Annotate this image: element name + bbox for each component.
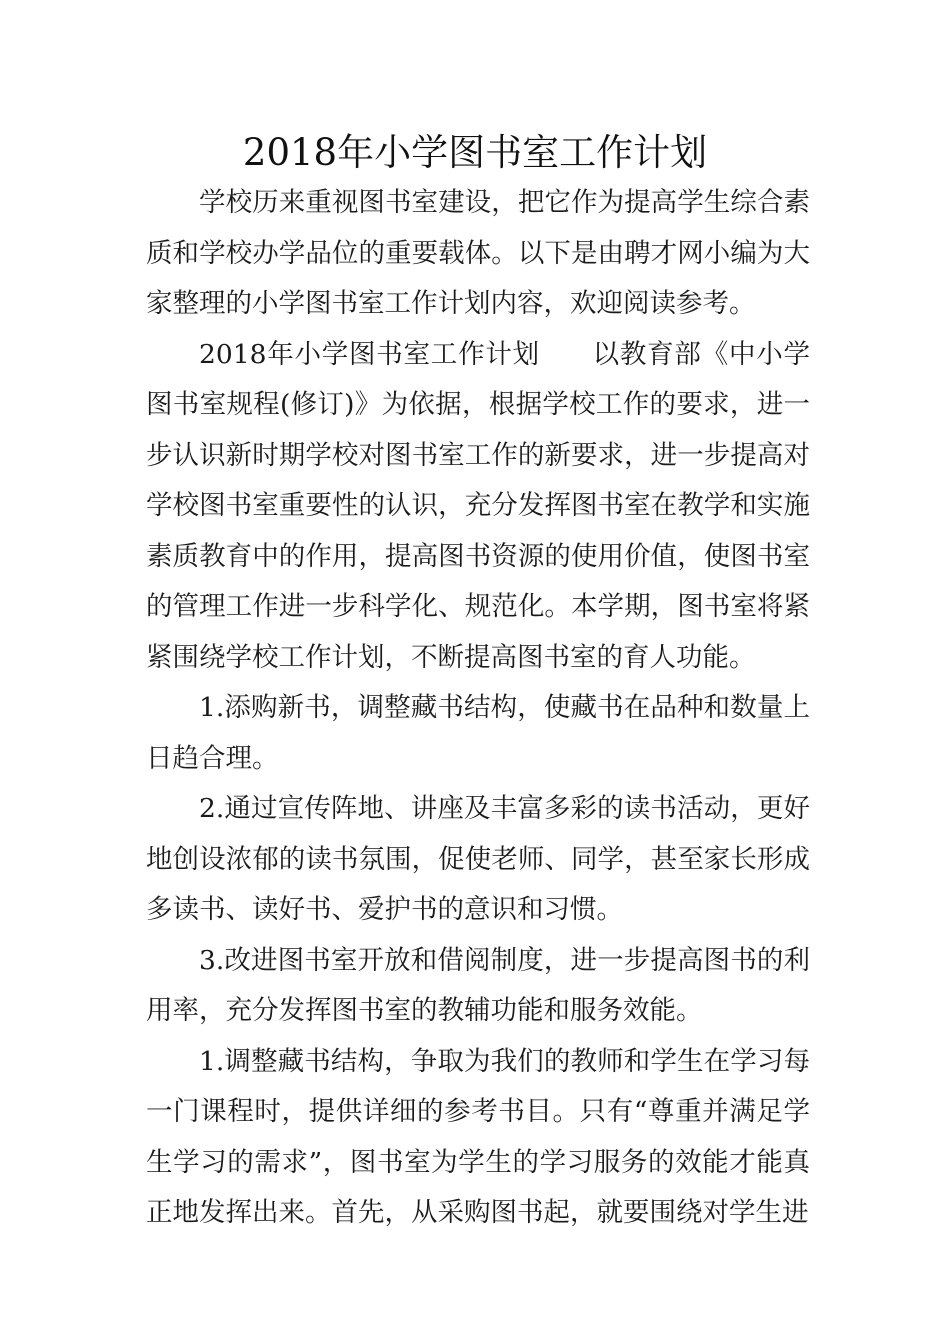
paragraph-goal-3: 3.改进图书室开放和借阅制度，进一步提高图书的利用率，充分发挥图书室的教辅功能和服务效能。: [146, 944, 810, 1026]
document-body: [146, 178, 810, 1239]
paragraph-goal-1: 1.添购新书，调整藏书结构，使藏书在品种和数量上日趋合理。: [146, 692, 810, 774]
paragraph-measure-1: 1.调整藏书结构，争取为我们的教师和学生在学习每一门课程时，提供详细的参考书目。只有“尊重并满足学生学习的需求”，图书室为学生的学习服务的效能才能真正地发挥出来。首先，从采购图书起，就要围绕对学生进: [146, 1045, 810, 1228]
document-title: 2018年小学图书室工作计划: [242, 131, 708, 174]
paragraph-goal-2: 2.通过宣传阵地、讲座及丰富多彩的读书活动，更好地创设浓郁的读书氛围，促使老师、同学，甚至家长形成多读书、读好书、爱护书的意识和习惯。: [146, 793, 810, 925]
paragraph-basis-text: 以教育部《中小学图书室规程(修订)》为依据，根据学校工作的要求，进一步认识新时期学校对图书室工作的新要求，进一步提高对学校图书室重要性的认识，充分发挥图书室在教学和实施素质教育中的作用，提高图书资源的使用价值，使图书室的管理工作进一步科学化、规范化。本学期，图书室将紧紧围绕学校工作计划，不断提高图书室的育人功能。: [146, 338, 810, 673]
inline-subheading: 2018年小学图书室工作计划: [199, 338, 540, 370]
paragraph-intro: 学校历来重视图书室建设，把它作为提高学生综合素质和学校办学品位的重要载体。以下是由聘才网小编为大家整理的小学图书室工作计划内容，欢迎阅读参考。: [146, 187, 810, 319]
paragraph-basis: [146, 330, 810, 684]
